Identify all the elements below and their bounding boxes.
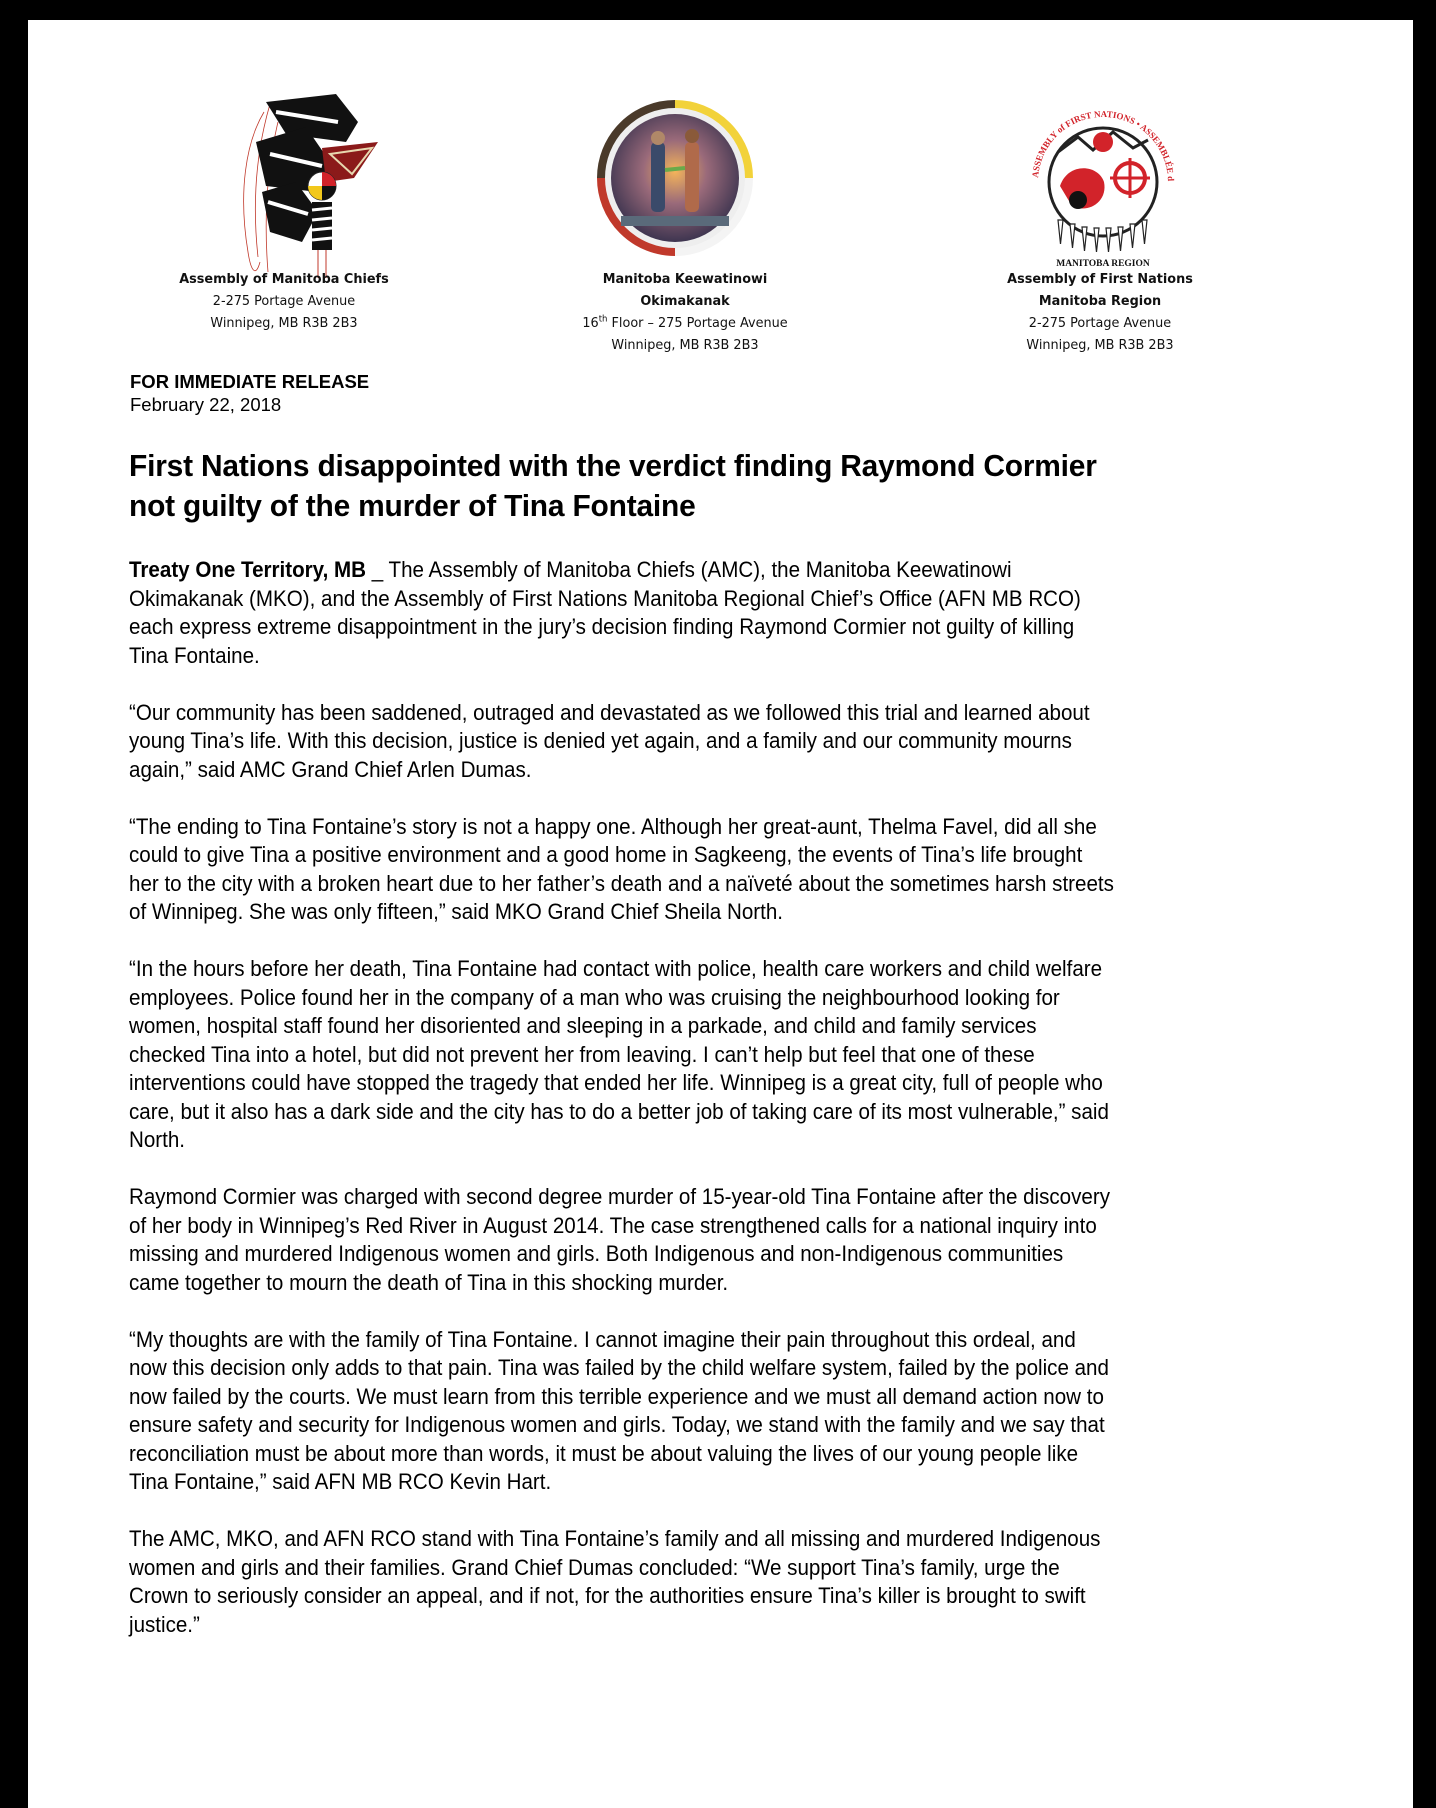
paragraph-line: Tina Fontaine,” said AFN MB RCO Kevin Hart. (129, 1469, 552, 1494)
paragraph-text: _ The Assembly of Manitoba Chiefs (AMC), the Manitoba Keewatinowi (366, 557, 1012, 582)
org-address-line: Winnipeg, MB R3B 2B3 (611, 337, 759, 353)
paragraph-line: Tina Fontaine. (129, 642, 260, 668)
paragraph-line: missing and murdered Indigenous women and girls. Both Indigenous and non-Indigenous communities (129, 1241, 1064, 1266)
release-label: FOR IMMEDIATE RELEASE (130, 371, 370, 392)
paragraph (129, 699, 1369, 785)
paragraph-line: “Our community has been saddened, outraged and devastated as we followed this trial and learned about (129, 699, 1090, 725)
article-body (129, 556, 1369, 1668)
org-name: Manitoba Keewatinowi Okimakanak (602, 271, 768, 309)
paragraph-line: now failed by the courts. We must learn from this terrible experience and we must all demand action now to (129, 1383, 1104, 1409)
paragraph-line: “In the hours before her death, Tina Fontaine had contact with police, health care workers and child welfare (129, 956, 1103, 981)
floor-street: Floor – 275 Portage Avenue (607, 315, 788, 331)
paragraph-line: of her body in Winnipeg’s Red River in August 2014. The case strengthened calls for a national inquiry into (129, 1212, 1097, 1238)
paragraph-line: her to the city with a broken heart due to her father’s death and a naïveté about the sometimes harsh streets (129, 870, 1114, 896)
afn-seal-icon (1018, 82, 1188, 272)
org-mko-address (557, 268, 814, 356)
paragraph-line: young Tina’s life. With this decision, justice is denied yet again, and a family and our community mourns (129, 728, 1072, 753)
paragraph-line: checked Tina into a hotel, but did not prevent her from leaving. I can’t help but feel that one of these (129, 1041, 1035, 1067)
paragraph-line: could to give Tina a positive environment and a good home in Sagkeeng, the events of Tina’s life brought (129, 842, 1083, 867)
paragraph-line: Crown to seriously consider an appeal, and if not, for the authorities ensure Tina’s killer is brought to swift (129, 1583, 1086, 1608)
paragraph-line: again,” said AMC Grand Chief Arlen Dumas. (129, 756, 532, 782)
amc-headdress-logo (226, 82, 396, 282)
paragraph-line: Raymond Cormier was charged with second degree murder of 15-year-old Tina Fontaine after the discovery (129, 1184, 1110, 1209)
paragraph-line: women and girls and their families. Grand Chief Dumas concluded: “We support Tina’s family, urge the (129, 1554, 1060, 1580)
org-name: Assembly of Manitoba Chiefs (179, 271, 389, 287)
document-page (28, 20, 1413, 1808)
paragraph-line: ensure safety and security for Indigenous women and girls. Today, we stand with the family and we say that (129, 1412, 1105, 1437)
paragraph-line: “The ending to Tina Fontaine’s story is not a happy one. Although her great-aunt, Thelma Favel, did all she (129, 813, 1097, 839)
paragraph-line: care, but it also has a dark side and the city has to do a better job of taking care of its most vulnerable,” said (129, 1098, 1109, 1124)
org-address-line: Winnipeg, MB R3B 2B3 (1026, 337, 1174, 353)
paragraph-line: interventions could have stopped the tragedy that ended her life. Winnipeg is a great city, full of people who (129, 1070, 1103, 1095)
afn-manitoba-region-logo (1018, 82, 1188, 272)
headdress-icon (226, 82, 396, 282)
paragraph-line: The AMC, MKO, and AFN RCO stand with Tina Fontaine’s family and all missing and murdered Indigenous (129, 1526, 1101, 1551)
paragraph (129, 955, 1369, 1155)
paragraph-line: reconciliation must be about more than words, it must be about valuing the lives of our young people like (129, 1440, 1079, 1466)
paragraph-line: North. (129, 1127, 186, 1152)
release-date: February 22, 2018 (130, 394, 282, 415)
floor-number: 16 (582, 315, 599, 331)
paragraph (129, 556, 1369, 670)
paragraph-line: of Winnipeg. She was only fifteen,” said MKO Grand Chief Sheila North. (129, 899, 783, 924)
headline (129, 446, 1369, 526)
mko-medallion-logo (595, 98, 755, 258)
org-name: Assembly of First Nations (1007, 271, 1193, 287)
dateline: Treaty One Territory, MB (129, 557, 367, 582)
paragraph-line: came together to mourn the death of Tina in this shocking murder. (129, 1269, 729, 1295)
headline-line: not guilty of the murder of Tina Fontaine (129, 488, 696, 523)
org-afn-address (996, 268, 1205, 356)
medallion-icon (595, 98, 755, 258)
paragraph-line: now this decision only adds to that pain. Tina was failed by the child welfare system, failed by the police and (129, 1355, 1109, 1380)
paragraph-line: Okimakanak (MKO), and the Assembly of First Nations Manitoba Regional Chief’s Office (AFN MB RCO) (129, 585, 1081, 611)
org-name: Manitoba Region (1038, 293, 1162, 309)
org-address-line: 2-275 Portage Avenue (212, 293, 356, 309)
org-address-line (557, 312, 814, 334)
release-info (130, 370, 369, 416)
paragraph (129, 1525, 1369, 1639)
paragraph-line: employees. Police found her in the company of a man who was cruising the neighbourhood looking for (129, 984, 1060, 1010)
paragraph (129, 1183, 1369, 1297)
headline-line: First Nations disappointed with the verdict finding Raymond Cormier (129, 448, 1097, 483)
org-address-line: 2-275 Portage Avenue (1028, 315, 1172, 331)
paragraph-line: “My thoughts are with the family of Tina Fontaine. I cannot imagine their pain throughout this ordeal, and (129, 1326, 1076, 1352)
svg-text:ASSEMBLY of FIRST NATIONS • AS: ASSEMBLY of FIRST NATIONS • ASSEMBLÉE d (1030, 108, 1177, 182)
paragraph (129, 1326, 1369, 1497)
org-address-line: Winnipeg, MB R3B 2B3 (210, 315, 358, 331)
svg-text:MANITOBA REGION: MANITOBA REGION (1056, 259, 1150, 269)
paragraph-line (129, 556, 1288, 585)
paragraph-line: justice.” (129, 1611, 200, 1637)
paragraph-line: women, hospital staff found her disoriented and sleeping in a parkade, and child and family services (129, 1013, 1037, 1038)
paragraph (129, 813, 1369, 927)
paragraph-line: each express extreme disappointment in the jury’s decision finding Raymond Cormier not guilty of killing (129, 614, 1075, 639)
org-amc-address (161, 268, 408, 334)
floor-ordinal: th (598, 314, 608, 325)
